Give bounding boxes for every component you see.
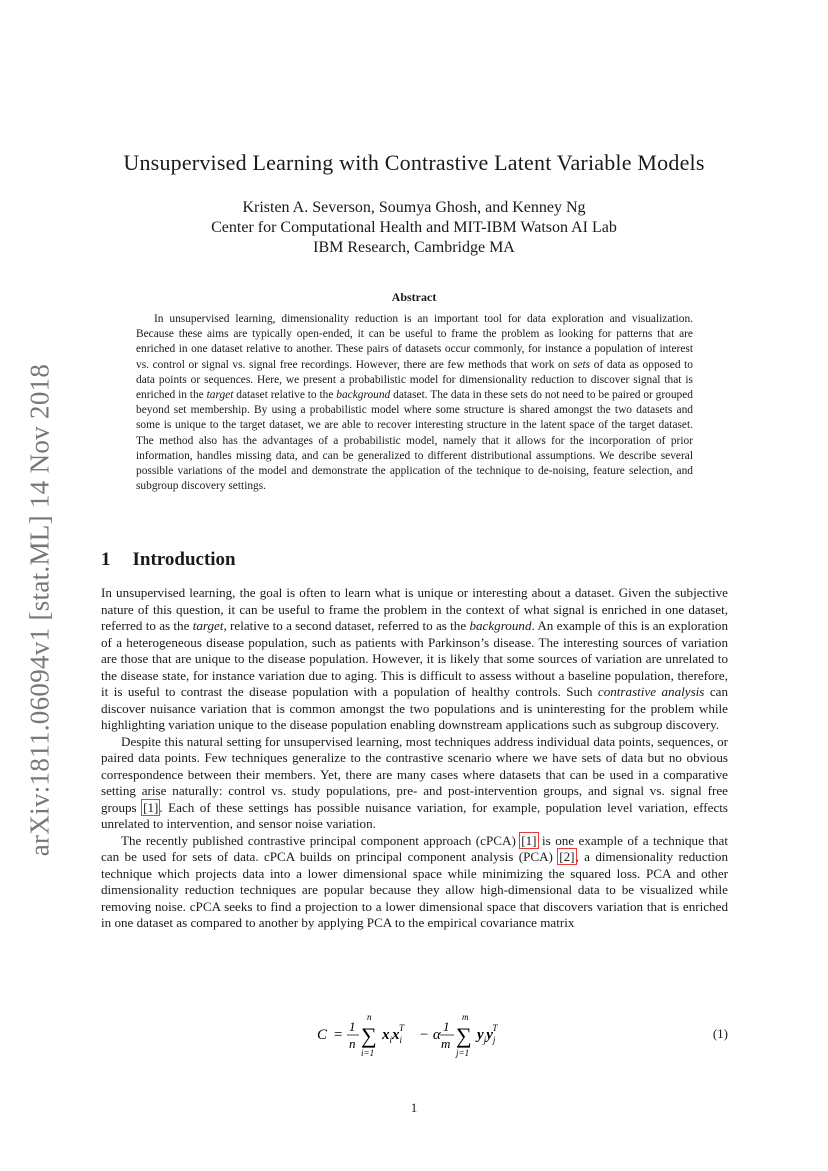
intro-paragraph-2: Despite this natural setting for unsupervised learning, most techniques address individual data points, sequences, or paired data points. Few techniques generalize to the contrastive scenario where we have sets of data but no obvious correspondence between their members. Yet, there are many cases where datasets that can be used in a comparative setting arise naturally: control vs. study populations, pre- and post-intervention groups, and signal vs. signal free groups [1]. Each of these settings has possible nuisance variation, for example, population level variation, effects unrelated to intervention, and sensor noise variation. bbox=[101, 733, 728, 831]
abstract-text: In unsupervised learning, dimensionality reduction is an important tool for data exploration and visualization. Because these aims are typically open-ended, it can be useful to frame the problem as looking for patterns that are enriched in one dataset relative to another. These pairs of datasets occur commonly, for instance a population of interest vs. control or signal vs. signal free recordings. However, there are few methods that work on sets of data as opposed to data points or sequences. Here, we present a probabilistic model for dimensionality reduction to discover signal that is enriched in the target dataset relative to the background dataset. The data in these sets do not need to be paired or grouped beyond set membership. By using a probabilistic model where some structure is shared amongst the two datasets and some is unique to the target dataset, we are able to recover interesting structure in the latent space of the target dataset. The method also has the advantages of a probabilistic model, namely that it allows for the incorporation of prior information, handles missing data, and can be generalized to different distributional assumptions. We describe several possible variations of the model and demonstrate the application of the technique to de-noising, feature selection, and subgroup discovery settings. bbox=[136, 313, 694, 493]
eq-lhs: C bbox=[317, 1027, 328, 1043]
eq-frac1-den: n bbox=[349, 1036, 356, 1051]
equation-1 bbox=[101, 1012, 728, 1062]
eq-equals: = bbox=[333, 1027, 344, 1043]
section-heading bbox=[101, 549, 236, 571]
intro-body bbox=[101, 585, 728, 932]
author-block bbox=[0, 198, 828, 258]
intro-paragraph-3: The recently published contrastive principal component approach (cPCA) [1] is one example of a technique that can be used for sets of data. cPCA builds on principal component analysis (PCA) [2], a dimensionality reduction technique which projects data into a lower dimensional space while minimizing the squared loss. PCA and other dimensionality reduction techniques are popular because they allow high-dimensional data to be visualized while removing noise. cPCA seeks to find a projection to a lower dimensional space that discovers variation that is enriched in one dataset as compared to another by applying PCA to the empirical covariance matrix bbox=[101, 832, 729, 930]
authors: Kristen A. Severson, Soumya Ghosh, and Kenney Ng bbox=[242, 199, 586, 216]
paper-title: Unsupervised Learning with Contrastive Latent Variable Models bbox=[123, 150, 705, 175]
eq-sum1-upper: n bbox=[367, 1012, 372, 1022]
eq-frac2-num: 1 bbox=[443, 1019, 450, 1034]
section-title: Introduction bbox=[132, 549, 236, 570]
eq-sum2-upper: m bbox=[462, 1012, 469, 1022]
eq-sum1: ∑ bbox=[361, 1023, 377, 1048]
eq-sum2-lower: j=1 bbox=[456, 1048, 470, 1058]
intro-paragraph-1: In unsupervised learning, the goal is often to learn what is unique or interesting about a dataset. Given the subjective nature of this question, it can be useful to frame the problem in the context of what signal is enriched in one dataset, referred to as the target, relative to a second dataset, referred to as the background. An example of this is an exploration of a heterogeneous disease population, such as patients with Parkinson’s disease. The interesting sources of variation are those that are unique to the disease population. However, it is likely that some sources of variation are unrelated to the disease state, for instance variation due to aging. This is difficult to assess without a baseline population, therefore, it is useful to contrast the disease population with a population of healthy controls. Such contrastive analysis can discover nuisance variation that is common amongst the two populations and is uninteresting for the problem while highlighting variation unique to the disease population enabling downstream applications such as subgroup discovery. bbox=[101, 585, 728, 732]
arxiv-sidebar-stamp bbox=[20, 350, 60, 870]
citation-link[interactable]: [1] bbox=[521, 832, 537, 848]
eq-frac2-den: m bbox=[441, 1036, 451, 1051]
eq-sum1-lower: i=1 bbox=[361, 1048, 375, 1058]
eq-sum2: ∑ bbox=[456, 1023, 472, 1048]
location: IBM Research, Cambridge MA bbox=[313, 239, 515, 256]
citation-link[interactable]: [2] bbox=[559, 849, 575, 864]
eq-term2: $y_jy_jT$ bbox=[477, 1023, 498, 1045]
equation-formula bbox=[315, 1012, 535, 1066]
eq-term1: $x_ix_iT$ bbox=[382, 1023, 405, 1045]
page-number: 1 bbox=[410, 1100, 418, 1115]
citation-link[interactable]: [1] bbox=[143, 799, 159, 815]
arxiv-id: arXiv:1811.06094v1 [stat.ML] 14 Nov 2018 bbox=[24, 363, 55, 857]
abstract-heading: Abstract bbox=[391, 290, 437, 304]
equation-number: (1) bbox=[712, 1026, 728, 1041]
eq-minus-alpha: − α bbox=[419, 1027, 441, 1043]
section-number: 1 bbox=[101, 549, 111, 570]
affiliation: Center for Computational Health and MIT-IBM Watson AI Lab bbox=[211, 219, 617, 236]
eq-frac1-num: 1 bbox=[349, 1019, 356, 1034]
